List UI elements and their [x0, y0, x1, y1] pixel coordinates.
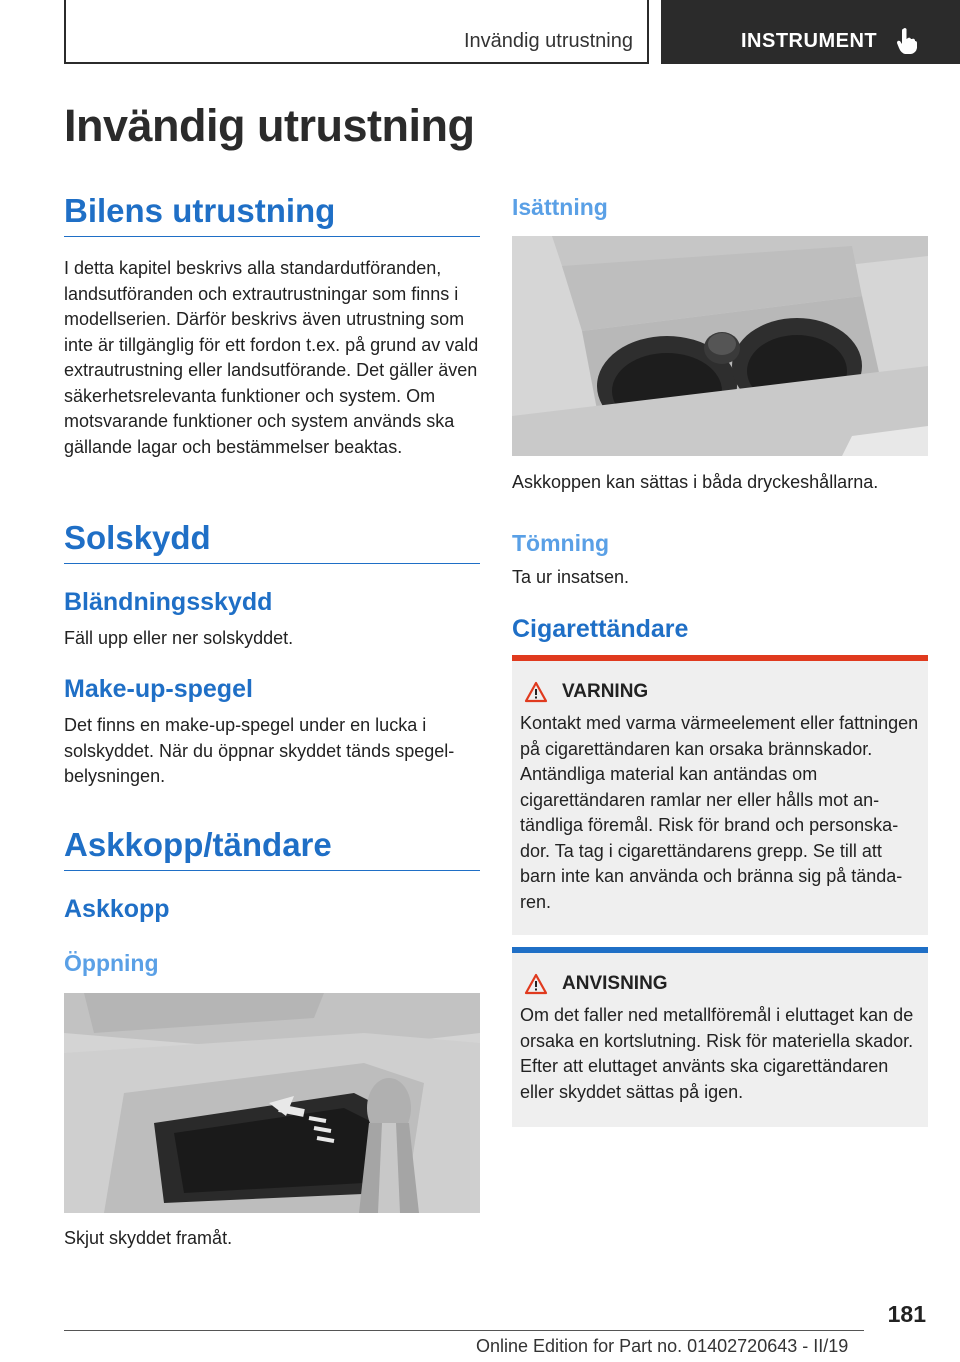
page-number: 181 — [887, 1301, 926, 1327]
header-section-tab — [64, 0, 649, 64]
page-title: Invändig utrustning — [64, 100, 475, 151]
pointing-hand-icon — [896, 27, 918, 55]
notice-text: Om det faller ned metallföremål i eluttaget kan de orsaka en kortslutning. Risk för materiella skador. Efter att eluttaget använts ska cigarettändaren eller skyddet sättas på igen. — [520, 1005, 914, 1102]
ashtray-insertion-photo — [512, 236, 928, 456]
warning-box — [512, 655, 928, 935]
header-section-label: Invändig utrustning — [463, 30, 633, 52]
oppning-caption: Skjut skyddet framåt. — [64, 1228, 233, 1248]
isattning-caption: Askkoppen kan sättas i båda dryckeshållarna. — [512, 472, 879, 492]
blandningsskydd-heading: Bländningsskydd — [64, 588, 273, 616]
notice-box — [512, 947, 928, 1127]
footer-edition: Online Edition for Part no. 01402720643 - II/19 — [476, 1336, 849, 1356]
askkopp-heading: Askkopp — [64, 895, 170, 923]
askkopp-tandare-heading: Askkopp/tändare — [64, 826, 480, 871]
tomning-heading: Tömning — [512, 530, 610, 556]
make-up-spegel-heading: Make-up-spegel — [64, 675, 253, 703]
notice-label: ANVISNING — [562, 973, 668, 994]
header-chapter-label: INSTRUMENT — [741, 30, 878, 52]
cigarettandare-heading: Cigarettändare — [512, 615, 689, 643]
oppning-heading: Öppning — [64, 950, 159, 976]
warning-label: VARNING — [562, 681, 649, 702]
isattning-heading: Isättning — [512, 194, 608, 220]
bilens-utrustning-text: I detta kapitel beskrivs alla standardutföranden, landsutföranden och extrautrustningar som finns i modellserien. Därför beskrivs även utrustning som inte är tillgänglig för ett fordon t.ex. på grund av vald extrautrustning eller landsutförande. Det gäller även säkerhetsrelevanta funktioner och system. Om motsvarande funktioner och system används ska gällande lagar och bestämmelser beaktas. — [64, 258, 479, 457]
warning-triangle-icon — [524, 681, 548, 703]
blandningsskydd-text: Fäll upp eller ner solskyddet. — [64, 628, 294, 648]
tomning-text: Ta ur insatsen. — [512, 567, 630, 587]
notice-header — [520, 973, 920, 995]
notice-triangle-icon — [524, 973, 548, 995]
cupholder-illustration — [512, 236, 928, 456]
bilens-utrustning-heading: Bilens utrustning — [64, 192, 480, 237]
solskydd-heading: Solskydd — [64, 519, 480, 564]
ashtray-opening-photo — [64, 993, 480, 1213]
make-up-spegel-text: Det finns en make-up-spegel under en lucka i solskyddet. När du öppnar skyddet tänds spegelbelysningen. — [64, 715, 455, 786]
warning-header — [520, 681, 920, 703]
footer-divider — [64, 1330, 864, 1331]
warning-text: Kontakt med varma värmeelement eller fattningen på cigarettändaren kan orsaka brännskador. Antändliga material kan antändas om cigarettändaren ramlar ner eller hålls mot antändliga föremål. Risk för brand och personskador. Ta tag i cigarettändarens grepp. Se till att barn inte kan använda och bränna sig på tändaren. — [520, 713, 919, 912]
ashtray-opening-illustration — [64, 993, 480, 1213]
header-chapter-tab — [661, 0, 960, 64]
